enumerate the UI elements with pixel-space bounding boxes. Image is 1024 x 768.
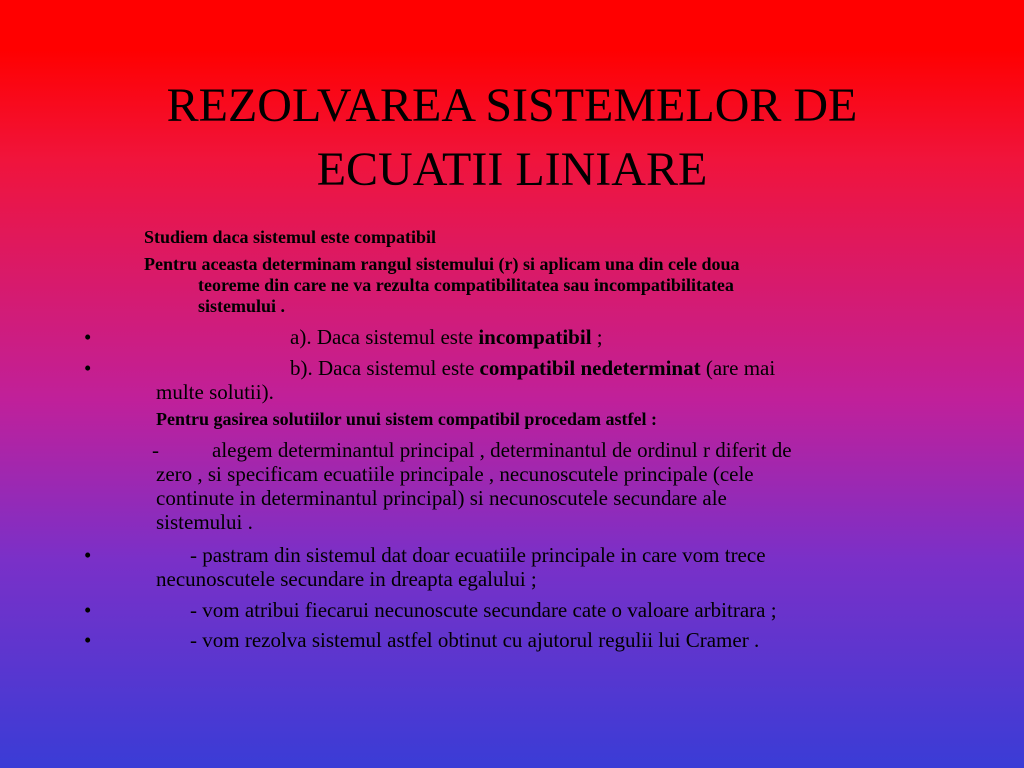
item-b-bold: compatibil nedeterminat bbox=[479, 356, 701, 380]
item-a-tail: ; bbox=[591, 325, 603, 349]
dash-mark: - bbox=[152, 438, 159, 462]
dash-item-line-2: zero , si specificam ecuatiile principale , necunoscutele principale (cele bbox=[156, 462, 754, 486]
paragraph-rank-line-2: teoreme din care ne va rezulta compatibilitatea sau incompatibilitatea bbox=[198, 275, 734, 295]
paragraph-rank-line-1: Pentru aceasta determinam rangul sistemului (r) si aplicam una din cele doua bbox=[144, 254, 740, 274]
bullet-glyph: • bbox=[84, 628, 92, 652]
item-a-bold: incompatibil bbox=[478, 325, 592, 349]
bullet-3-line-1: - pastram din sistemul dat doar ecuatiile principale in care vom trece bbox=[190, 543, 766, 567]
paragraph-compatibility-check: Studiem daca sistemul este compatibil bbox=[144, 227, 436, 247]
bullet-glyph: • bbox=[84, 543, 92, 567]
title-line-2: ECUATII LINIARE bbox=[316, 143, 708, 196]
paragraph-solution-method: Pentru gasirea solutiilor unui sistem compatibil procedam astfel : bbox=[156, 409, 657, 429]
bullet-3-line-2: necunoscutele secundare in dreapta egalului ; bbox=[156, 567, 537, 591]
item-b-text: b). Daca sistemul este bbox=[290, 356, 480, 380]
bullet-glyph: • bbox=[84, 356, 92, 380]
item-a-incompatible bbox=[290, 325, 603, 349]
bullet-glyph: • bbox=[84, 598, 92, 622]
item-b-line-2: multe solutii). bbox=[156, 380, 274, 404]
dash-item-line-4: sistemului . bbox=[156, 510, 253, 534]
bullet-5: - vom rezolva sistemul astfel obtinut cu ajutorul regulii lui Cramer . bbox=[190, 628, 760, 652]
item-b-indeterminate bbox=[290, 356, 775, 380]
dash-item-line-3: continute in determinantul principal) si necunoscutele secundare ale bbox=[156, 486, 727, 510]
bullet-4: - vom atribui fiecarui necunoscute secundare cate o valoare arbitrara ; bbox=[190, 598, 777, 622]
item-a-text: a). Daca sistemul este bbox=[290, 325, 479, 349]
bullet-glyph: • bbox=[84, 325, 92, 349]
title-line-1: REZOLVAREA SISTEMELOR DE bbox=[166, 79, 858, 132]
paragraph-rank-line-3: sistemului . bbox=[198, 296, 286, 316]
item-b-tail: (are mai bbox=[700, 356, 776, 380]
dash-item-line-1: alegem determinantul principal , determinantul de ordinul r diferit de bbox=[212, 438, 792, 462]
